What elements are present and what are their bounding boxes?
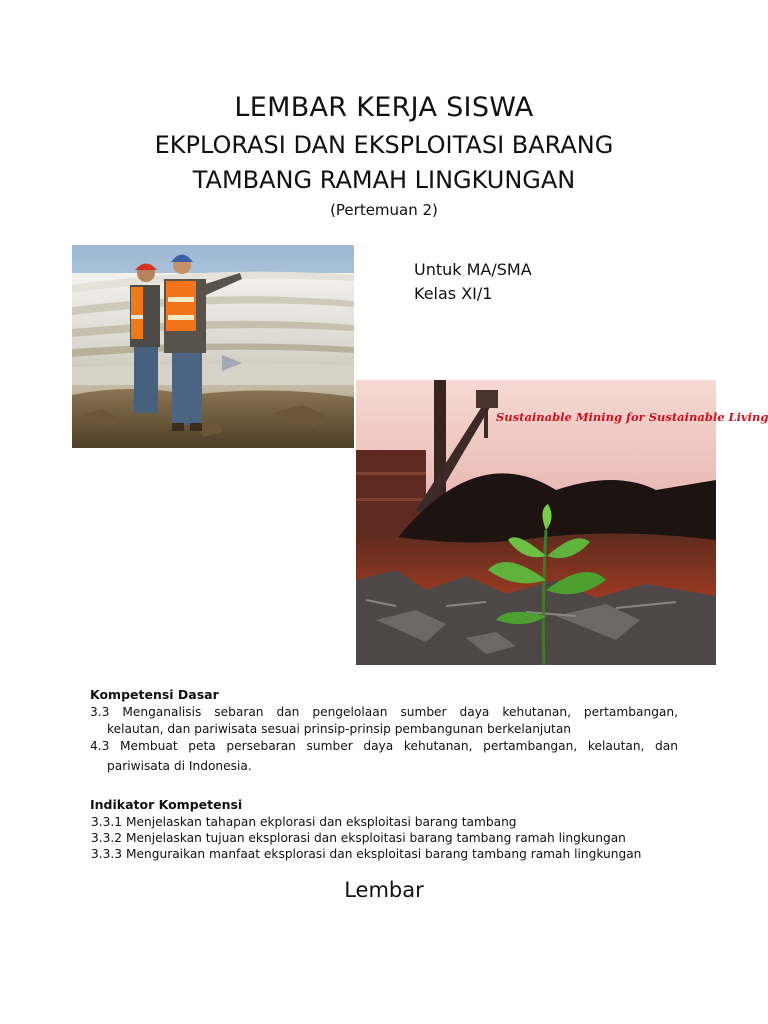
mine-workers-photo [72,245,354,448]
indikator-item [90,830,690,846]
indikator-item [90,846,690,862]
indikator-number: 3.3.2 [91,831,123,845]
page-subtitle-line1: EKPLORASI DAN EKSPLOITASI BARANG [154,131,614,159]
kd-item-1-line2: kelautan, dan pariwisata sesuai prinsip-prinsip pembangunan berkelanjutan [107,722,572,736]
kompetensi-dasar-heading: Kompetensi Dasar [90,687,219,702]
indikator-text: Menjelaskan tujuan eksplorasi dan eksploitasi barang tambang ramah lingkungan [126,831,626,845]
photo-caption: Sustainable Mining for Sustainable Living [496,410,768,424]
sustainable-mining-photo [356,380,768,665]
indikator-item [90,814,690,830]
page-title: LEMBAR KERJA SISWA [234,92,534,123]
target-audience [414,258,532,306]
school-level: Untuk MA/SMA [414,260,532,279]
page-subtitle-line2: TAMBANG RAMAH LINGKUNGAN [192,166,576,194]
indikator-heading: Indikator Kompetensi [90,797,243,812]
indikator-section [90,797,690,862]
indikator-number: 3.3.3 [91,847,123,861]
kompetensi-dasar-section [90,686,678,777]
kd-item-2-line1: 4.3 Membuat peta persebaran sumber daya kehutanan, pertambangan, kelautan, dan [90,739,678,753]
lembar-heading: Lembar [344,878,424,902]
indikator-number: 3.3.1 [91,815,123,829]
kd-item-2-line2: pariwisata di Indonesia. [107,759,252,773]
indikator-text: Menjelaskan tahapan ekplorasi dan eksploitasi barang tambang [126,815,517,829]
meeting-label: (Pertemuan 2) [330,201,438,219]
class-level: Kelas XI/1 [414,284,493,303]
kd-item-1-line1: 3.3 Menganalisis sebaran dan pengelolaan sumber daya kehutanan, pertambangan, [90,705,678,719]
indikator-text: Menguraikan manfaat eksplorasi dan eksploitasi barang tambang ramah lingkungan [126,847,642,861]
